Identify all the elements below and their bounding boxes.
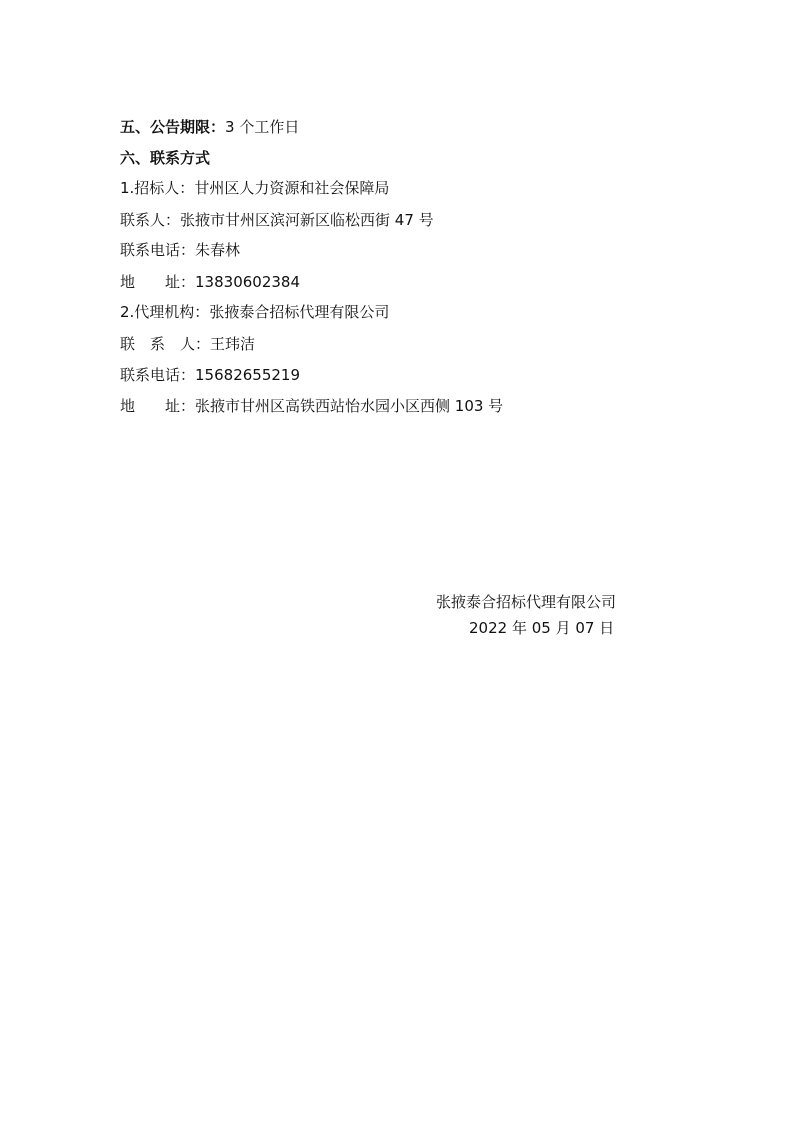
agent-name: 张掖泰合招标代理有限公司 — [209, 303, 390, 321]
agent-contact-label: 联 系 人： — [120, 335, 211, 353]
section-6-heading: 六、联系方式 — [120, 149, 211, 167]
tenderer-address-line — [120, 272, 300, 292]
section-5-heading: 五、公告期限： — [120, 118, 226, 136]
tenderer-phone-line — [120, 240, 240, 260]
tenderer-line — [120, 178, 389, 198]
agent-phone-value: 15682655219 — [195, 366, 300, 384]
signature-company: 张掖泰合招标代理有限公司 — [436, 593, 617, 611]
section-5-value: 3 个工作日 — [225, 118, 300, 136]
agent-label: 2.代理机构： — [120, 303, 210, 321]
tenderer-address-label: 地 址： — [120, 273, 196, 291]
agent-address-label: 地 址： — [120, 397, 196, 415]
agent-address-line — [120, 396, 503, 416]
tenderer-phone-value: 朱春林 — [195, 241, 241, 259]
tenderer-name: 甘州区人力资源和社会保障局 — [194, 179, 390, 197]
tenderer-label: 1.招标人： — [120, 179, 195, 197]
tenderer-address-value: 13830602384 — [195, 273, 300, 291]
agent-contact-line — [120, 334, 255, 354]
tenderer-contact-line — [120, 210, 434, 230]
tenderer-contact-value: 张掖市甘州区滨河新区临松西街 47 号 — [180, 211, 434, 229]
agent-address-value: 张掖市甘州区高铁西站怡水园小区西侧 103 号 — [195, 397, 504, 415]
agent-phone-label: 联系电话： — [120, 366, 196, 384]
signature-date: 2022 年 05 月 07 日 — [469, 619, 615, 637]
tenderer-phone-label: 联系电话： — [120, 241, 196, 259]
section-5-line — [120, 117, 299, 137]
agent-phone-line — [120, 365, 300, 385]
agent-line — [120, 302, 389, 322]
agent-contact-value: 王玮洁 — [210, 335, 256, 353]
tenderer-contact-label: 联系人： — [120, 211, 181, 229]
